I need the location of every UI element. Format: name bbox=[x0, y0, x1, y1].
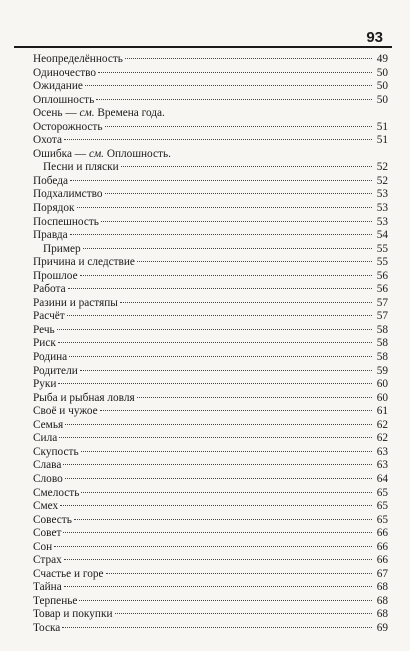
toc-entry-page: 59 bbox=[376, 364, 388, 377]
toc-entry-page: 52 bbox=[376, 161, 388, 174]
entry-title-text: Смелость bbox=[33, 486, 80, 499]
toc-entry-page: 58 bbox=[376, 351, 388, 364]
toc-entry bbox=[33, 527, 388, 541]
entry-title-text: Страх bbox=[33, 554, 62, 567]
toc-entry-page: 57 bbox=[376, 296, 388, 309]
dot-leader bbox=[96, 99, 372, 100]
toc-entry bbox=[33, 107, 388, 121]
toc-entry bbox=[33, 487, 388, 501]
dot-leader bbox=[64, 586, 372, 587]
toc-entry-title bbox=[33, 554, 62, 568]
toc-entry bbox=[33, 378, 388, 392]
toc-entry-page: 68 bbox=[376, 581, 388, 594]
toc-entry-title bbox=[33, 365, 78, 379]
toc-entry-page: 63 bbox=[376, 445, 388, 458]
dot-leader bbox=[137, 397, 372, 398]
entry-title-text: Слово bbox=[33, 472, 63, 485]
toc-entry-page: 65 bbox=[376, 486, 388, 499]
entry-title-text: Победа bbox=[33, 174, 69, 187]
toc-entry bbox=[33, 432, 388, 446]
entry-title-text: Осень — bbox=[33, 107, 77, 120]
toc-entry bbox=[33, 216, 388, 230]
toc-entry-title bbox=[33, 500, 58, 514]
entry-title-text: Песни и пляски bbox=[43, 161, 119, 174]
entry-title-text: Семья bbox=[33, 418, 64, 431]
dot-leader bbox=[65, 424, 372, 425]
toc-entry-page: 66 bbox=[376, 527, 388, 540]
toc-entry-page: 67 bbox=[376, 567, 388, 580]
dot-leader bbox=[58, 383, 372, 384]
toc-entry bbox=[33, 283, 388, 297]
toc-entry bbox=[33, 365, 388, 379]
dot-leader bbox=[64, 559, 372, 560]
toc-entry-title bbox=[33, 351, 67, 365]
toc-entry-title bbox=[33, 581, 62, 595]
toc-entry bbox=[33, 243, 388, 257]
entry-title-text: Сила bbox=[33, 432, 58, 445]
toc-entry-title bbox=[33, 541, 52, 555]
toc-entry-title bbox=[33, 256, 135, 270]
toc-entry-title bbox=[33, 595, 77, 609]
entry-title-text: Руки bbox=[33, 378, 57, 391]
toc-entry-page: 56 bbox=[376, 269, 388, 282]
dot-leader bbox=[63, 464, 372, 465]
dot-leader bbox=[68, 288, 372, 289]
entry-title-text: Порядок bbox=[33, 202, 75, 215]
toc-entry-title bbox=[33, 419, 63, 433]
entry-title-text: Родина bbox=[33, 351, 68, 364]
dot-leader bbox=[115, 613, 373, 614]
toc-entry-title bbox=[43, 243, 81, 257]
toc-entry-page: 56 bbox=[376, 283, 388, 296]
dot-leader bbox=[57, 329, 372, 330]
entry-title-text: Тайна bbox=[33, 581, 62, 594]
toc-entry-page: 50 bbox=[376, 93, 388, 106]
dot-leader bbox=[85, 85, 372, 86]
toc-entry-title bbox=[33, 175, 68, 189]
toc-entry bbox=[33, 67, 388, 81]
dot-leader bbox=[105, 126, 372, 127]
toc-entry-title bbox=[33, 107, 165, 121]
entry-title-text: Подхалимство bbox=[33, 188, 103, 201]
toc-entry-page: 68 bbox=[376, 594, 388, 607]
see-reference-target: Времена года. bbox=[97, 107, 165, 120]
toc-entry bbox=[33, 270, 388, 284]
toc-entry bbox=[33, 94, 388, 108]
entry-title-text: Пример bbox=[43, 242, 81, 255]
toc-entry-title bbox=[33, 527, 61, 541]
toc-entry-page: 62 bbox=[376, 432, 388, 445]
toc-entry-title bbox=[33, 568, 104, 582]
entry-title-text: Речь bbox=[33, 323, 55, 336]
toc-entry-title bbox=[33, 392, 135, 406]
toc-entry-title bbox=[33, 459, 61, 473]
dot-leader bbox=[62, 627, 372, 628]
dot-leader bbox=[67, 315, 372, 316]
dot-leader bbox=[60, 505, 372, 506]
entry-title-text: Одиночество bbox=[33, 66, 97, 79]
toc-entry-title bbox=[33, 432, 57, 446]
see-reference-word: см. bbox=[79, 107, 95, 120]
toc-entry-title bbox=[33, 94, 94, 108]
dot-leader bbox=[70, 234, 372, 235]
toc-entry bbox=[33, 541, 388, 555]
dot-leader bbox=[77, 207, 372, 208]
toc-entry-title bbox=[33, 405, 98, 419]
toc-entry-page: 51 bbox=[376, 134, 388, 147]
toc-entry-page: 65 bbox=[376, 500, 388, 513]
see-reference-word: см. bbox=[88, 147, 104, 160]
toc-entry-page: 50 bbox=[376, 80, 388, 93]
toc-entry bbox=[33, 473, 388, 487]
toc-entry-title bbox=[33, 283, 66, 297]
dot-leader bbox=[100, 410, 372, 411]
toc-entry-page: 54 bbox=[376, 229, 388, 242]
toc-entry-page: 69 bbox=[376, 621, 388, 634]
dot-leader bbox=[80, 275, 372, 276]
entry-title-text: Прошлое bbox=[33, 269, 78, 282]
toc-entry-title bbox=[33, 446, 79, 460]
entry-title-text: Совет bbox=[33, 527, 62, 540]
dot-leader bbox=[98, 72, 372, 73]
toc-entry-title bbox=[33, 148, 171, 162]
toc-entry bbox=[33, 337, 388, 351]
dot-leader bbox=[106, 573, 372, 574]
toc-entry bbox=[33, 446, 388, 460]
entry-title-text: Терпенье bbox=[33, 594, 78, 607]
dot-leader bbox=[64, 139, 372, 140]
toc-entry-title bbox=[33, 188, 103, 202]
toc-entry-title bbox=[33, 121, 103, 135]
entry-title-text: Работа bbox=[33, 283, 66, 296]
toc-entry bbox=[33, 148, 388, 162]
toc-entry-title bbox=[33, 229, 68, 243]
toc-entry-page: 65 bbox=[376, 513, 388, 526]
entry-title-text: Охота bbox=[33, 134, 62, 147]
dot-leader bbox=[80, 370, 372, 371]
toc-entry-page: 68 bbox=[376, 608, 388, 621]
toc-entry bbox=[33, 405, 388, 419]
dot-leader bbox=[125, 58, 372, 59]
toc-entry bbox=[33, 229, 388, 243]
toc-entry-title bbox=[33, 310, 65, 324]
toc-entry-page: 63 bbox=[376, 459, 388, 472]
toc-entry bbox=[33, 568, 388, 582]
page-number: 93 bbox=[366, 29, 383, 46]
dot-leader bbox=[69, 356, 372, 357]
toc-entry-title bbox=[33, 202, 75, 216]
toc-entry-title bbox=[33, 608, 113, 622]
entry-title-text: Смех bbox=[33, 500, 59, 513]
entry-title-text: Счастье и горе bbox=[33, 567, 104, 580]
toc-entry-title bbox=[33, 80, 83, 94]
dot-leader bbox=[58, 342, 372, 343]
toc-entry-title bbox=[33, 297, 118, 311]
toc-entry bbox=[33, 188, 388, 202]
entry-title-text: Скупость bbox=[33, 445, 79, 458]
toc-entry-page: 64 bbox=[376, 472, 388, 485]
toc-entry-page: 62 bbox=[376, 418, 388, 431]
header-rule bbox=[14, 46, 392, 48]
toc-entry bbox=[33, 310, 388, 324]
dot-leader bbox=[83, 248, 372, 249]
toc-entry-page: 66 bbox=[376, 554, 388, 567]
toc-entry bbox=[33, 256, 388, 270]
table-of-contents bbox=[33, 53, 388, 636]
dot-leader bbox=[105, 193, 372, 194]
toc-entry bbox=[33, 53, 388, 67]
toc-entry-title bbox=[33, 622, 60, 636]
entry-title-text: Слава bbox=[33, 459, 62, 472]
entry-title-text: Рыба и рыбная ловля bbox=[33, 391, 135, 404]
entry-title-text: Сон bbox=[33, 540, 53, 553]
toc-entry-page: 51 bbox=[376, 120, 388, 133]
toc-entry-page: 53 bbox=[376, 188, 388, 201]
toc-entry-page: 49 bbox=[376, 53, 388, 65]
dot-leader bbox=[101, 221, 372, 222]
toc-entry bbox=[33, 554, 388, 568]
entry-title-text: Ожидание bbox=[33, 80, 83, 93]
entry-title-text: Расчёт bbox=[33, 310, 65, 323]
toc-entry bbox=[33, 514, 388, 528]
dot-leader bbox=[74, 519, 372, 520]
entry-title-text: Совесть bbox=[33, 513, 72, 526]
entry-title-text: Оплошность bbox=[33, 93, 95, 106]
dot-leader bbox=[54, 546, 372, 547]
entry-title-text: Причина и следствие bbox=[33, 256, 135, 269]
toc-entry-page: 58 bbox=[376, 337, 388, 350]
toc-entry-title bbox=[33, 53, 123, 67]
see-reference-target: Оплошность. bbox=[106, 147, 171, 160]
dot-leader bbox=[65, 478, 372, 479]
toc-entry bbox=[33, 202, 388, 216]
toc-entry bbox=[33, 175, 388, 189]
toc-entry-page: 55 bbox=[376, 256, 388, 269]
toc-entry bbox=[33, 324, 388, 338]
entry-title-text: Осторожность bbox=[33, 120, 103, 133]
entry-title-text: Своё и чужое bbox=[33, 405, 98, 418]
toc-entry-page: 52 bbox=[376, 174, 388, 187]
entry-title-text: Разини и растяпы bbox=[33, 296, 118, 309]
toc-entry-title bbox=[33, 514, 72, 528]
toc-entry-title bbox=[33, 487, 79, 501]
toc-entry-page: 66 bbox=[376, 540, 388, 553]
toc-entry-title bbox=[33, 134, 62, 148]
toc-entry bbox=[33, 419, 388, 433]
dot-leader bbox=[63, 532, 372, 533]
entry-title-text: Поспешность bbox=[33, 215, 99, 228]
toc-entry-page: 55 bbox=[376, 242, 388, 255]
toc-entry bbox=[33, 392, 388, 406]
dot-leader bbox=[59, 437, 372, 438]
toc-entry bbox=[33, 622, 388, 636]
toc-entry bbox=[33, 595, 388, 609]
dot-leader bbox=[121, 166, 372, 167]
entry-title-text: Тоска bbox=[33, 621, 61, 634]
toc-entry-title bbox=[33, 270, 78, 284]
toc-entry bbox=[33, 581, 388, 595]
toc-entry bbox=[33, 459, 388, 473]
toc-entry-page: 53 bbox=[376, 215, 388, 228]
toc-entry-page: 50 bbox=[376, 66, 388, 79]
toc-entry-page: 58 bbox=[376, 323, 388, 336]
dot-leader bbox=[120, 302, 372, 303]
dot-leader bbox=[79, 600, 372, 601]
dot-leader bbox=[137, 261, 372, 262]
dot-leader bbox=[70, 180, 372, 181]
dot-leader bbox=[81, 492, 372, 493]
dot-leader bbox=[81, 451, 372, 452]
toc-entry bbox=[33, 500, 388, 514]
toc-entry-title bbox=[33, 378, 56, 392]
toc-entry-title bbox=[33, 324, 55, 338]
toc-entry-title bbox=[33, 216, 99, 230]
toc-entry-page: 57 bbox=[376, 310, 388, 323]
entry-title-text: Правда bbox=[33, 229, 68, 242]
entry-title-text: Товар и покупки bbox=[33, 608, 113, 621]
entry-title-text: Ошибка — bbox=[33, 147, 87, 160]
toc-entry bbox=[33, 134, 388, 148]
toc-entry bbox=[33, 80, 388, 94]
toc-entry-title bbox=[33, 337, 56, 351]
toc-entry-page: 60 bbox=[376, 391, 388, 404]
toc-entry-page: 53 bbox=[376, 202, 388, 215]
toc-entry bbox=[33, 297, 388, 311]
toc-entry bbox=[33, 608, 388, 622]
entry-title-text: Риск bbox=[33, 337, 56, 350]
toc-entry-title bbox=[43, 161, 119, 175]
entry-title-text: Неопределённость bbox=[33, 53, 123, 65]
toc-entry bbox=[33, 121, 388, 135]
toc-entry-title bbox=[33, 67, 96, 81]
toc-entry bbox=[33, 351, 388, 365]
entry-title-text: Родители bbox=[33, 364, 78, 377]
toc-entry-page: 61 bbox=[376, 405, 388, 418]
toc-entry bbox=[33, 161, 388, 175]
toc-entry-title bbox=[33, 473, 63, 487]
toc-entry-page: 60 bbox=[376, 378, 388, 391]
